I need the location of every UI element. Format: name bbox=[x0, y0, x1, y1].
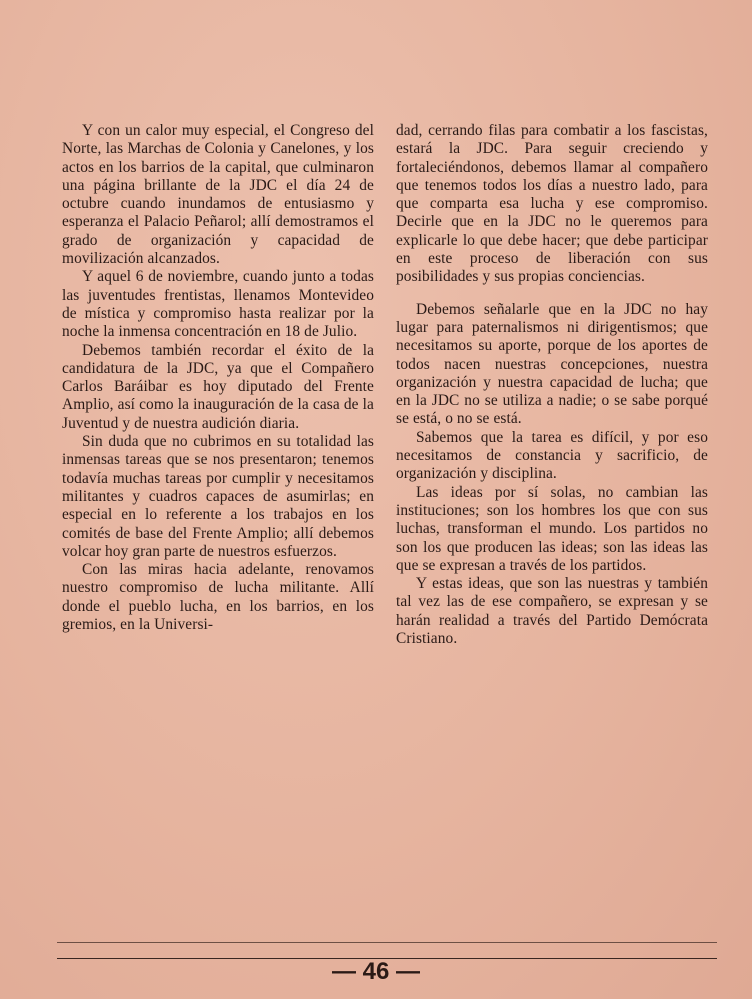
paragraph: dad, cerrando filas para combatir a los fascistas, estará la JDC. Para seguir creciendo y fortaleciéndonos, debemos llamar al compañero que tenemos todos los días a nuestro lado, para que comparta esa lucha y ese compromiso. Decirle que en la JDC no le queremos para explicarle lo que debe hacer; que debe participar en este proceso de liberación con sus posibilidades y sus propias conciencias. bbox=[396, 122, 708, 286]
paragraph: Y aquel 6 de noviembre, cuando junto a todas las juventudes frentistas, llenamos Montevideo de mística y compromiso hasta realizar por la noche la inmensa concentración en 18 de Julio. bbox=[62, 268, 374, 341]
paragraph: Y con un calor muy especial, el Congreso del Norte, las Marchas de Colonia y Canelones, y los actos en los barrios de la capital, que culminaron una página brillante de la JDC el día 24 de octubre cuando inundamos de entusiasmo y esperanza el Palacio Peñarol; allí demostramos el grado de organización y capacidad de movilización alcanzados. bbox=[62, 122, 374, 268]
paragraph: Sin duda que no cubrimos en su totalidad las inmensas tareas que se nos presentaron; tenemos todavía muchas tareas por cumplir y necesitamos militantes y cuadros capaces de asumirlas; en especial en lo referente a los trabajos en los comités de base del Frente Amplio; allí debemos volcar hoy gran parte de nuestros esfuerzos. bbox=[62, 433, 374, 560]
paragraph: Debemos también recordar el éxito de la candidatura de la JDC, ya que el Compañero Carlos Baráibar es hoy diputado del Frente Amplio, así como la inauguración de la casa de la Juventud y de nuestra audición diaria. bbox=[62, 341, 374, 432]
left-column bbox=[62, 122, 374, 634]
paragraph: Con las miras hacia adelante, renovamos nuestro compromiso de lucha militante. Allí donde el pueblo lucha, en los barrios, en los gremios, en la Universi- bbox=[62, 561, 374, 634]
footer-rule-thin bbox=[57, 942, 717, 943]
right-column bbox=[396, 122, 708, 648]
paragraph: Debemos señalarle que en la JDC no hay lugar para paternalismos ni dirigentismos; que necesitamos su aporte, porque de los aportes de todos nacen nuestras concepciones, nuestra organización y nuestra capacidad de lucha; que en la JDC no se utiliza a nadie; o se sabe porqué se está, o no se está. bbox=[396, 300, 708, 428]
paragraph: Sabemos que la tarea es difícil, y por eso necesitamos de constancia y sacrificio, de organización y disciplina. bbox=[396, 428, 708, 483]
paragraph: Y estas ideas, que son las nuestras y también tal vez las de ese compañero, se expresan y se harán realidad a través del Partido Demócrata Cristiano. bbox=[396, 575, 708, 648]
page-number: — 46 — bbox=[331, 958, 421, 985]
paragraph: Las ideas por sí solas, no cambian las instituciones; son los hombres los que con sus luchas, transforman el mundo. Los partidos no son los que producen las ideas; son las ideas las que se expresan a través de los partidos. bbox=[396, 483, 708, 574]
